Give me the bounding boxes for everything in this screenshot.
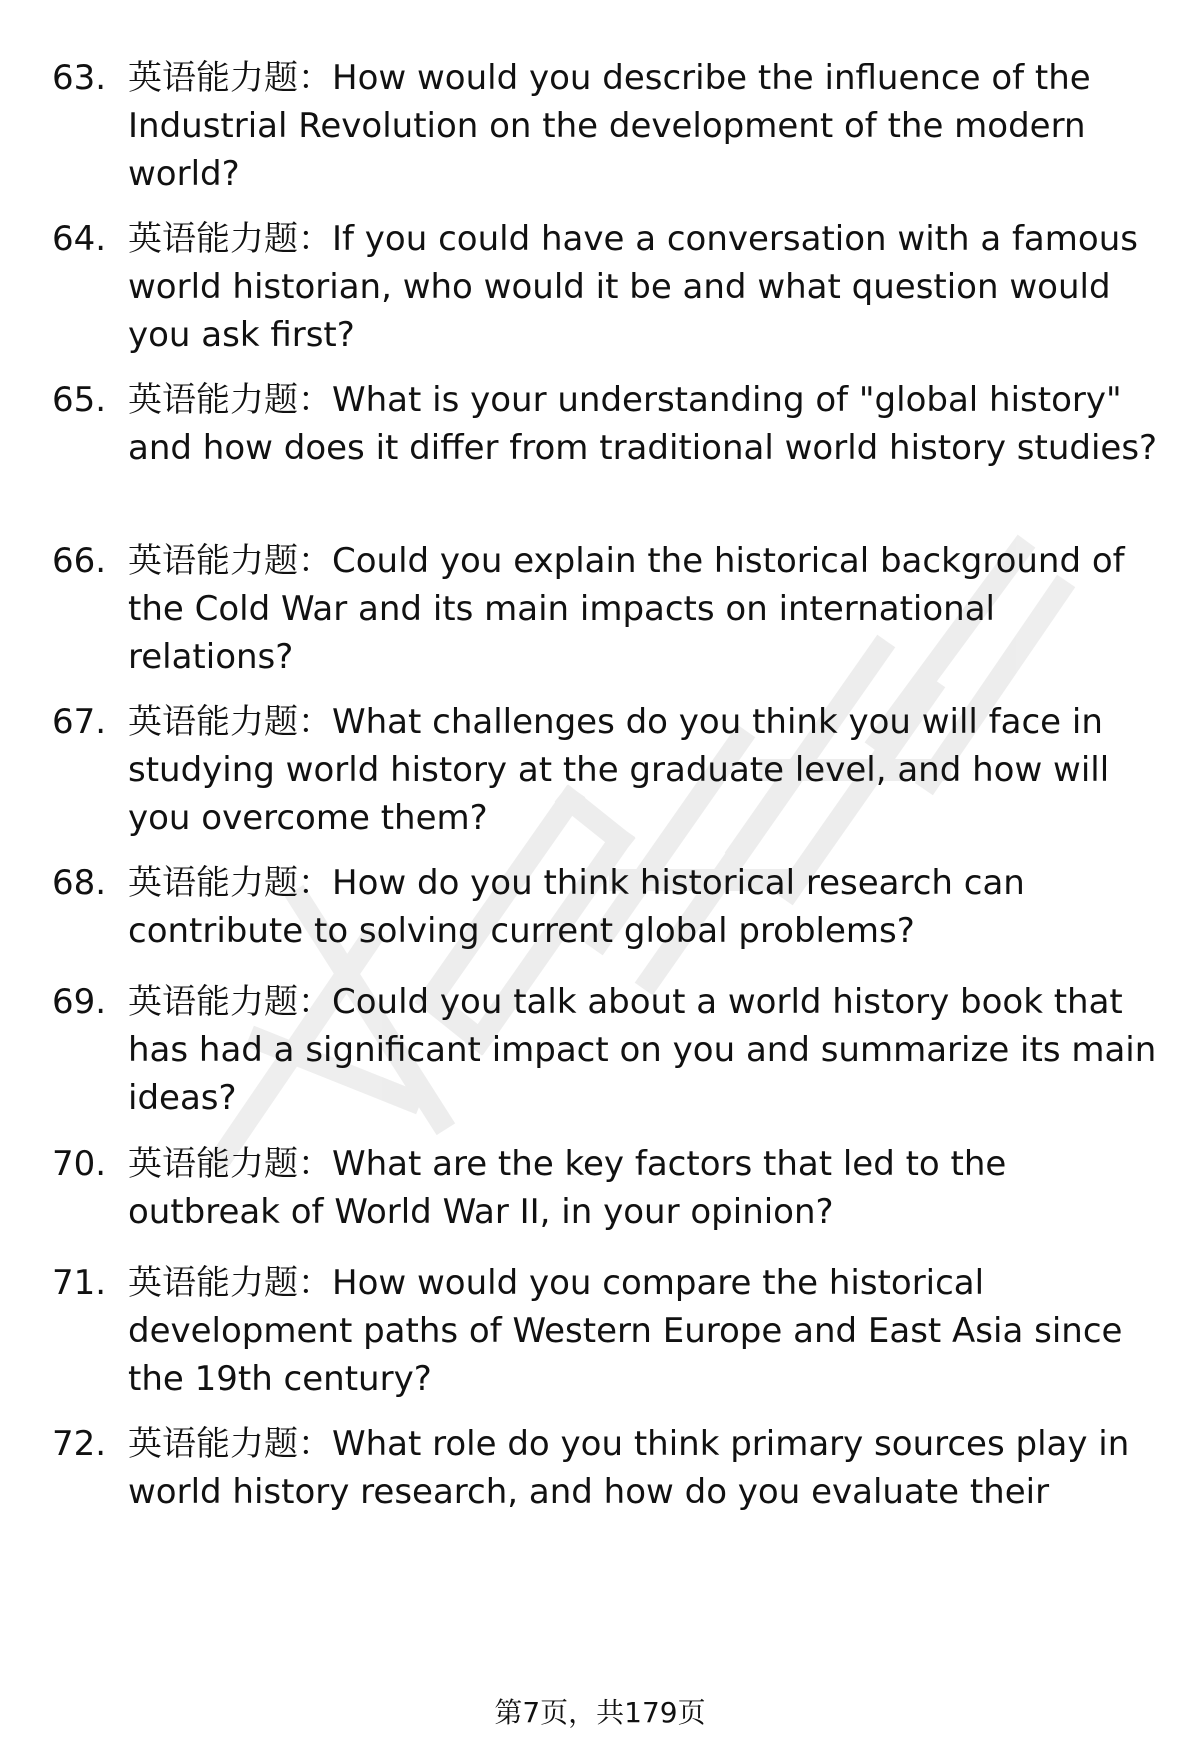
question-category: 英语能力题：: [128, 1144, 332, 1184]
question-text: How would you compare the historical development paths of Western Europe and East Asia since the 19th century?: [128, 1263, 1123, 1399]
question-category: 英语能力题：: [128, 219, 332, 259]
question-category: 英语能力题：: [128, 58, 332, 98]
question-number: 71.: [52, 1263, 107, 1303]
question-category: 英语能力题：: [128, 982, 332, 1022]
question-body: [128, 537, 1168, 681]
question-number: 72.: [52, 1424, 107, 1464]
question-text: If you could have a conversation with a famous world historian, who would it be and what question would you ask first?: [128, 219, 1138, 355]
question-number: 64.: [52, 219, 107, 259]
question-number: 69.: [52, 982, 107, 1022]
question-category: 英语能力题：: [128, 702, 332, 742]
question-category: 英语能力题：: [128, 541, 332, 581]
question-category: 英语能力题：: [128, 380, 332, 420]
question-number: 67.: [52, 702, 107, 742]
question-text: How would you describe the influence of the Industrial Revolution on the development of the modern world?: [128, 58, 1091, 194]
question-number: 68.: [52, 863, 107, 903]
question-body: [128, 1140, 1168, 1236]
question-body: [128, 376, 1168, 472]
page-indicator: 第7页，共179页: [494, 1696, 706, 1729]
question-text: What are the key factors that led to the outbreak of World War II, in your opinion?: [128, 1144, 1007, 1232]
question-text: Could you talk about a world history book that has had a significant impact on you and summarize its main ideas?: [128, 982, 1157, 1118]
question-body: [128, 1259, 1168, 1403]
question-body: [128, 698, 1168, 842]
question-text: What challenges do you think you will face in studying world history at the graduate level, and how will you overcome them?: [128, 702, 1110, 838]
question-text: What is your understanding of "global history" and how does it differ from traditional world history studies?: [128, 380, 1158, 468]
question-body: [128, 978, 1168, 1122]
question-text: What role do you think primary sources play in world history research, and how do you evaluate their: [128, 1424, 1130, 1512]
question-body: [128, 215, 1168, 359]
question-text: Could you explain the historical background of the Cold War and its main impacts on international relations?: [128, 541, 1125, 677]
question-number: 65.: [52, 380, 107, 420]
question-category: 英语能力题：: [128, 1424, 332, 1464]
question-number: 66.: [52, 541, 107, 581]
question-body: [128, 1420, 1168, 1516]
question-number: 63.: [52, 58, 107, 98]
question-text: How do you think historical research can contribute to solving current global problems?: [128, 863, 1025, 951]
question-number: 70.: [52, 1144, 107, 1184]
question-body: [128, 859, 1168, 955]
question-category: 英语能力题：: [128, 1263, 332, 1303]
question-category: 英语能力题：: [128, 863, 332, 903]
question-body: [128, 54, 1168, 198]
